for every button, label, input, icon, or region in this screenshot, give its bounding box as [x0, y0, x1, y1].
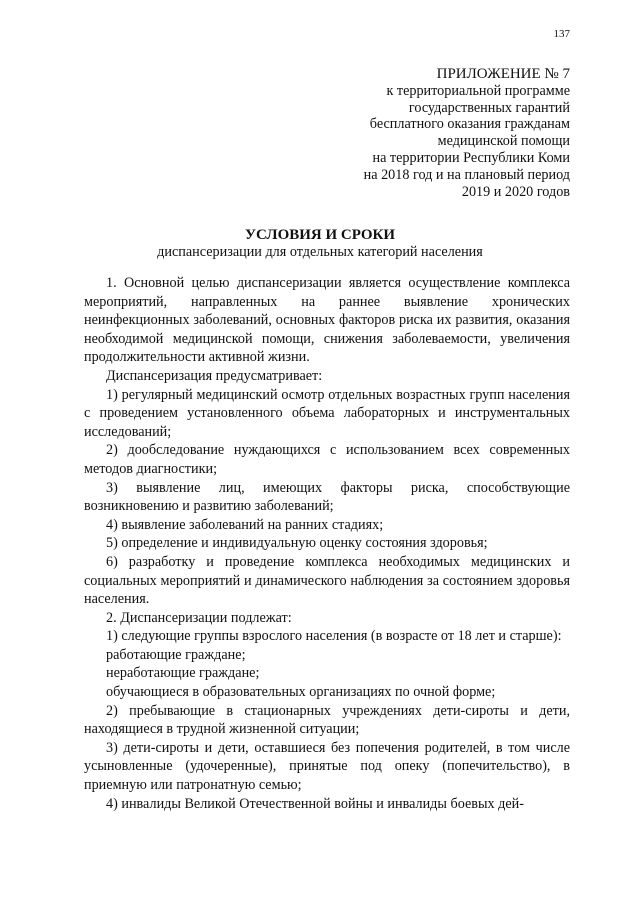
paragraph-provides: Диспансеризация предусматривает:	[106, 367, 323, 384]
list-item: 4) выявление заболеваний на ранних стадиях;	[106, 516, 384, 533]
list-item: 2) дообследование нуждающихся с использованием всех современных методов диагностики;	[84, 442, 570, 477]
appendix-line: государственных гарантий	[408, 99, 570, 116]
appendix-title: ПРИЛОЖЕНИЕ № 7	[436, 66, 570, 82]
appendix-line: на 2018 год и на плановый период	[363, 166, 570, 183]
list-subitem: неработающие граждане;	[106, 665, 260, 682]
paragraph-subject: 2. Диспансеризации подлежат:	[106, 609, 292, 626]
document-title: УСЛОВИЯ И СРОКИ	[244, 227, 396, 243]
list-subitem: работающие граждане;	[106, 646, 246, 663]
paragraph-goal: 1. Основной целью диспансеризации является осуществление комплекса мероприятий, направленных на раннее выявление хронических неинфекционных заболеваний, основных факторов риска их развития, оказания необходимой медицинской помощи, снижения заболеваемости, увеличения продолжительности активной жизни.	[84, 275, 570, 366]
list-item: 1) регулярный медицинский осмотр отдельных возрастных групп населения с проведением установленного объема лабораторных и инструментальных исследований;	[84, 386, 570, 440]
document-body	[84, 274, 570, 813]
list-item: 2) пребывающие в стационарных учреждениях дети-сироты и дети, находящиеся в трудной жизненной ситуации;	[84, 702, 570, 738]
appendix-line: на территории Республики Коми	[372, 149, 570, 166]
list-item: 4) инвалиды Великой Отечественной войны и инвалиды боевых дей-	[106, 795, 524, 812]
appendix-line: 2019 и 2020 годов	[461, 183, 570, 200]
list-item: 1) следующие группы взрослого населения (в возрасте от 18 лет и старше):	[106, 628, 562, 645]
list-item: 6) разработку и проведение комплекса необходимых медицинских и социальных мероприятий и динамического наблюдения за состоянием здоровья населения.	[84, 553, 570, 608]
document-subtitle: диспансеризации для отдельных категорий населения	[157, 244, 483, 260]
document-heading	[0, 226, 640, 261]
appendix-line: к территориальной программе	[386, 82, 570, 99]
list-item: 5) определение и индивидуальную оценку состояния здоровья;	[106, 535, 488, 552]
appendix-line: медицинской помощи	[437, 133, 570, 150]
appendix-block	[240, 66, 570, 200]
list-subitem: обучающиеся в образовательных организациях по очной форме;	[106, 684, 496, 701]
page-number: 137	[553, 28, 570, 40]
list-item: 3) дети-сироты и дети, оставшиеся без попечения родителей, в том числе усыновленные (удочеренные), принятые под опеку (попечительство), в приемную или патронатную семью;	[84, 739, 570, 794]
appendix-line: бесплатного оказания гражданам	[369, 116, 570, 133]
list-item: 3) выявление лиц, имеющих факторы риска, способствующие возникновению и развитию заболеваний;	[84, 479, 570, 515]
